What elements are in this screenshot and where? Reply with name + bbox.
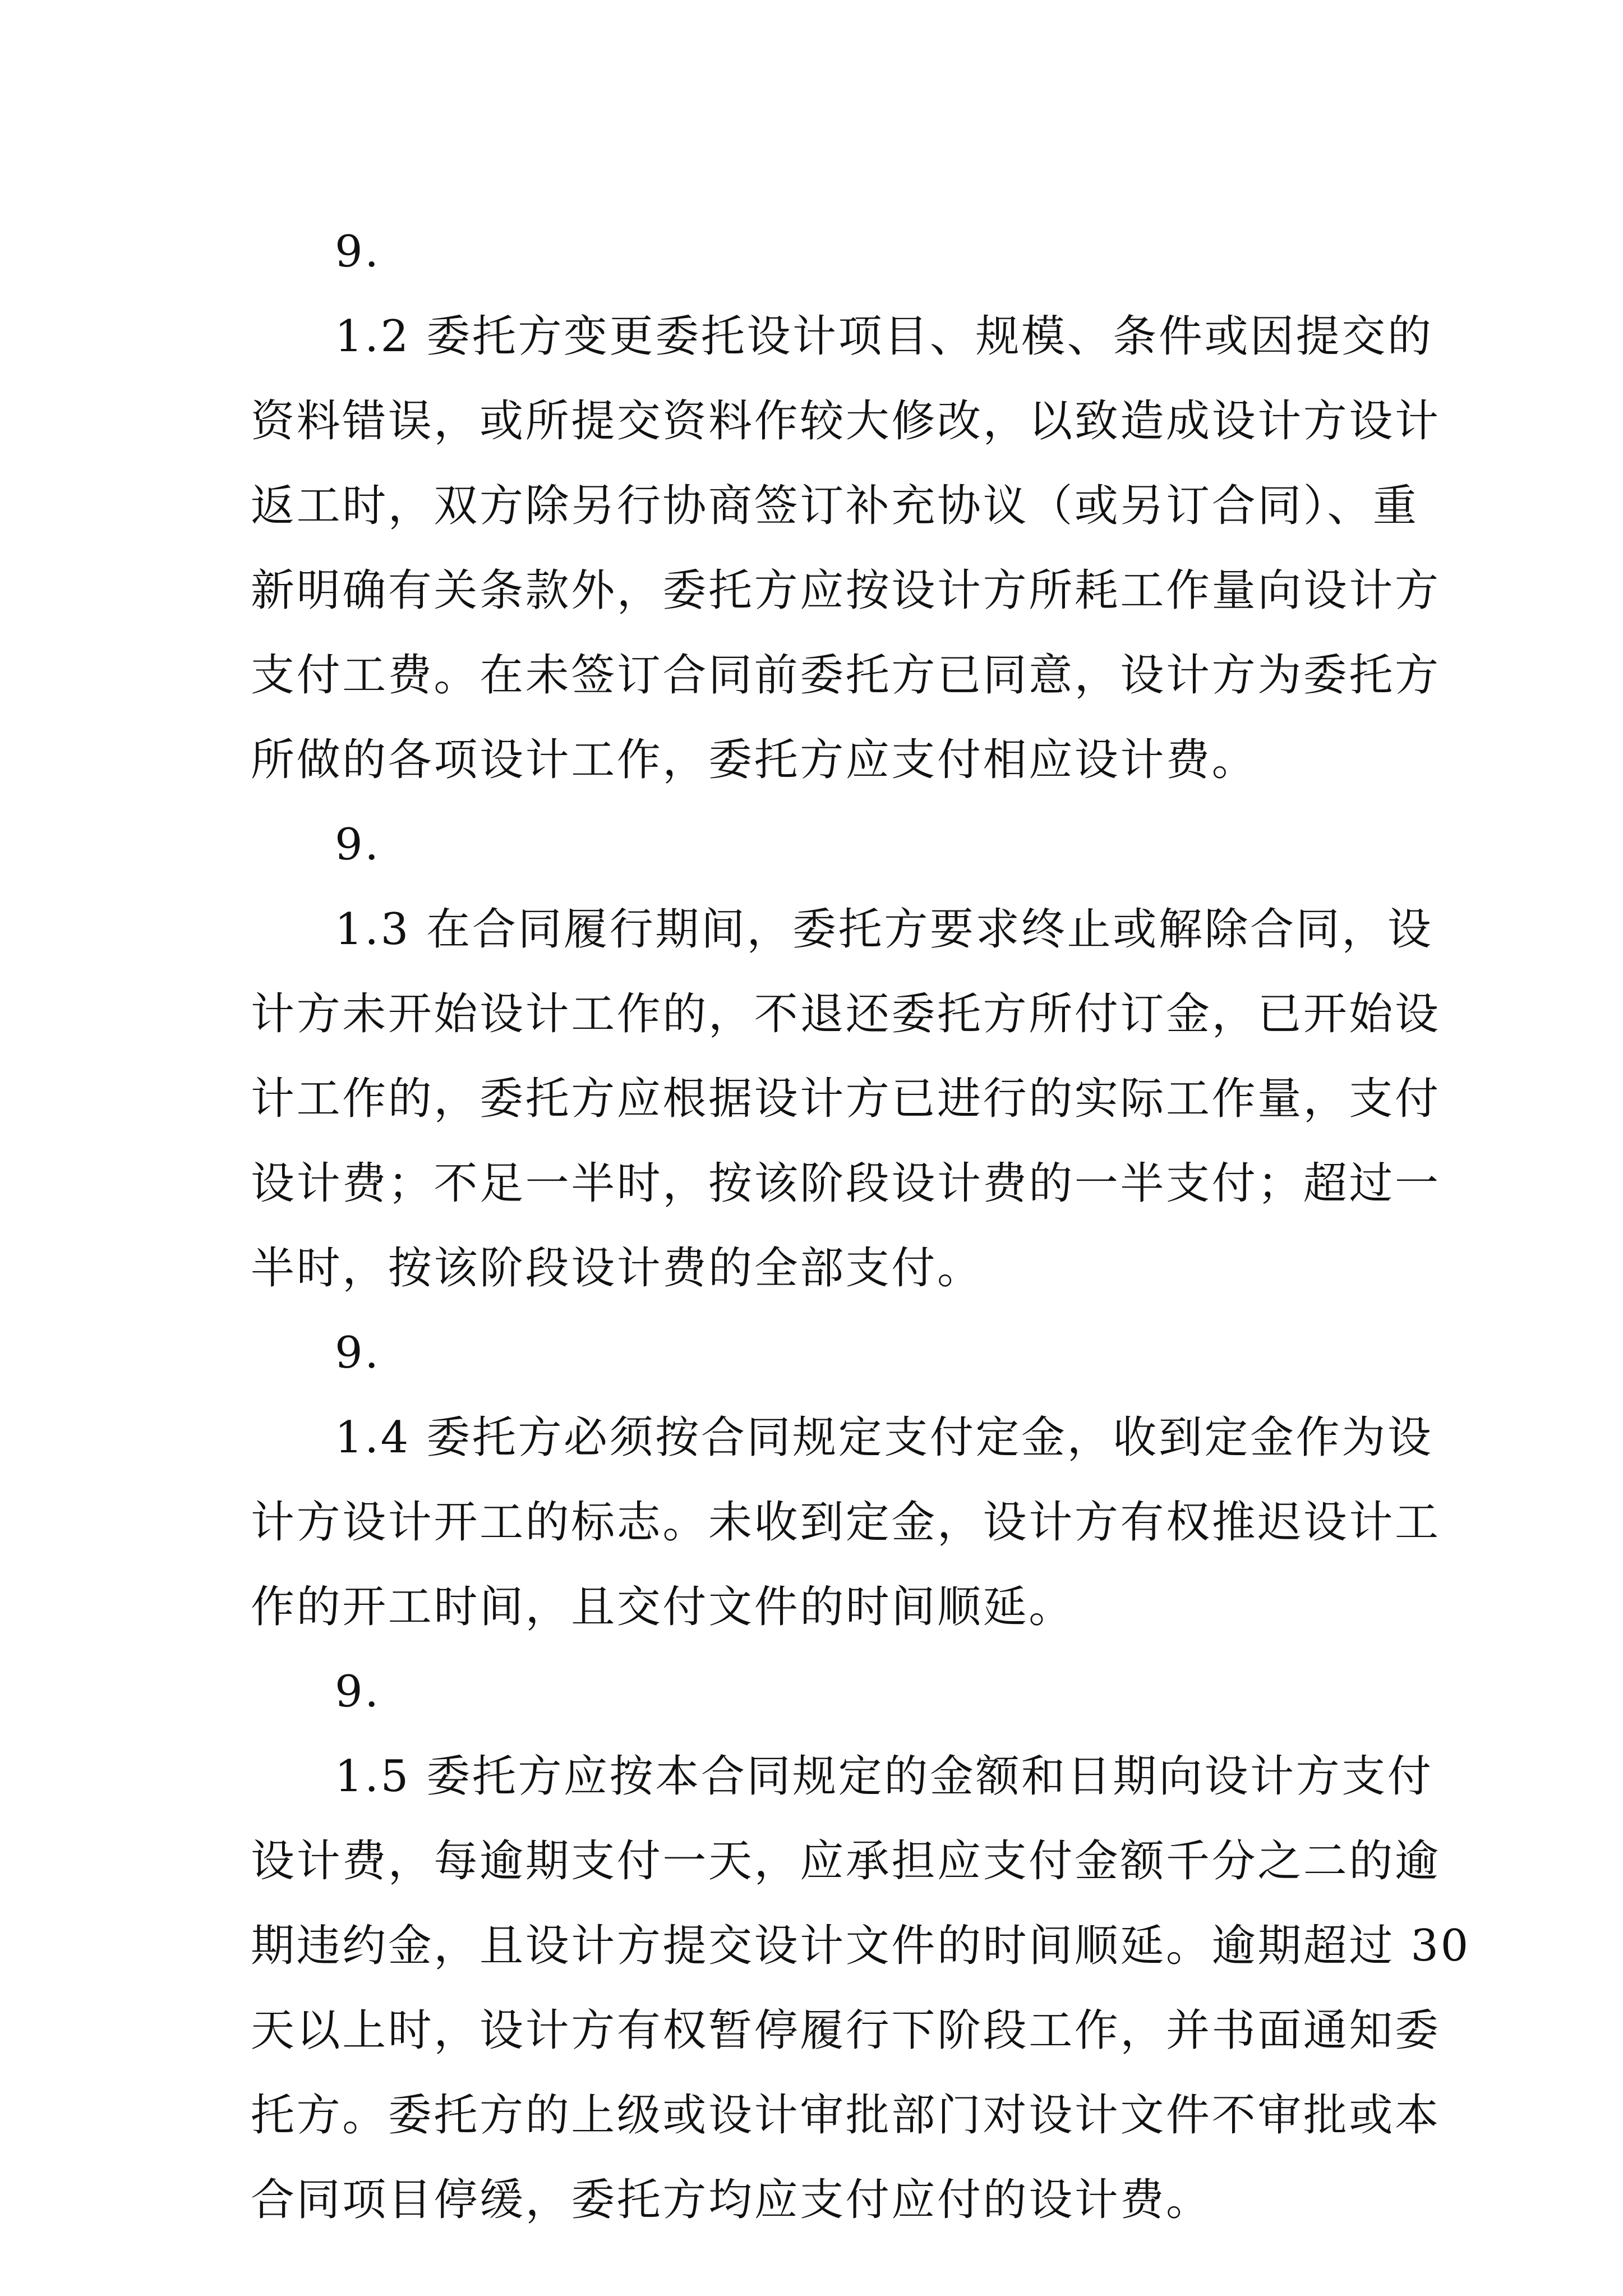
clause-text-line: 合同项目停缓，委托方均应支付应付的设计费。	[251, 2175, 1212, 2225]
clause-text-line: 设计费，每逾期支付一天，应承担应支付金额千分之二的逾	[251, 1836, 1441, 1887]
clause-text-line: 所做的各项设计工作，委托方应支付相应设计费。	[251, 735, 1258, 785]
clause-9-1-4	[251, 1311, 1441, 1650]
clause-text-line: 新明确有关条款外，委托方应按设计方所耗工作量向设计方	[251, 565, 1441, 616]
clause-text-line: 资料错误，或所提交资料作较大修改，以致造成设计方设计	[251, 396, 1441, 447]
clause-text-line: 计工作的，委托方应根据设计方已进行的实际工作量，支付	[251, 1074, 1441, 1124]
clause-text-line: 期违约金，且设计方提交设计文件的时间顺延。逾期超过 30	[251, 1921, 1470, 1971]
clause-number: 9.	[335, 227, 381, 277]
clause-text-line: 作的开工时间，且交付文件的时间顺延。	[251, 1582, 1075, 1632]
clause-text-line: 半时，按该阶段设计费的全部支付。	[251, 1243, 983, 1294]
clause-number: 9.	[335, 1328, 381, 1378]
clause-text-line: 计方设计开工的标志。未收到定金，设计方有权推迟设计工	[251, 1497, 1441, 1548]
clause-text-line: 计方未开始设计工作的，不退还委托方所付订金，已开始设	[251, 989, 1441, 1039]
clause-text-line: 1.5 委托方应按本合同规定的金额和日期向设计方支付	[335, 1751, 1433, 1802]
clause-text-line: 1.4 委托方必须按合同规定支付定金，收到定金作为设	[335, 1412, 1433, 1463]
clause-text-line: 天以上时，设计方有权暂停履行下阶段工作，并书面通知委	[251, 2005, 1441, 2056]
clause-text-line: 返工时，双方除另行协商签订补充协议（或另订合同）、重	[251, 481, 1419, 531]
clause-9-1-2	[251, 210, 1441, 803]
clause-text-line: 支付工费。在未签订合同前委托方已同意，设计方为委托方	[251, 650, 1441, 701]
clause-number: 9.	[335, 1667, 381, 1717]
document-body	[251, 210, 1470, 2243]
clause-text-line: 托方。委托方的上级或设计审批部门对设计文件不审批或本	[251, 2090, 1441, 2141]
clause-9-1-5	[251, 1650, 1470, 2243]
clause-number: 9.	[335, 820, 381, 870]
clause-text-line: 设计费；不足一半时，按该阶段设计费的一半支付；超过一	[251, 1158, 1441, 1209]
clause-text-line: 1.3 在合同履行期间，委托方要求终止或解除合同，设	[335, 904, 1433, 955]
clause-text-line: 1.2 委托方变更委托设计项目、规模、条件或因提交的	[335, 311, 1433, 362]
clause-9-1-3	[251, 803, 1441, 1311]
